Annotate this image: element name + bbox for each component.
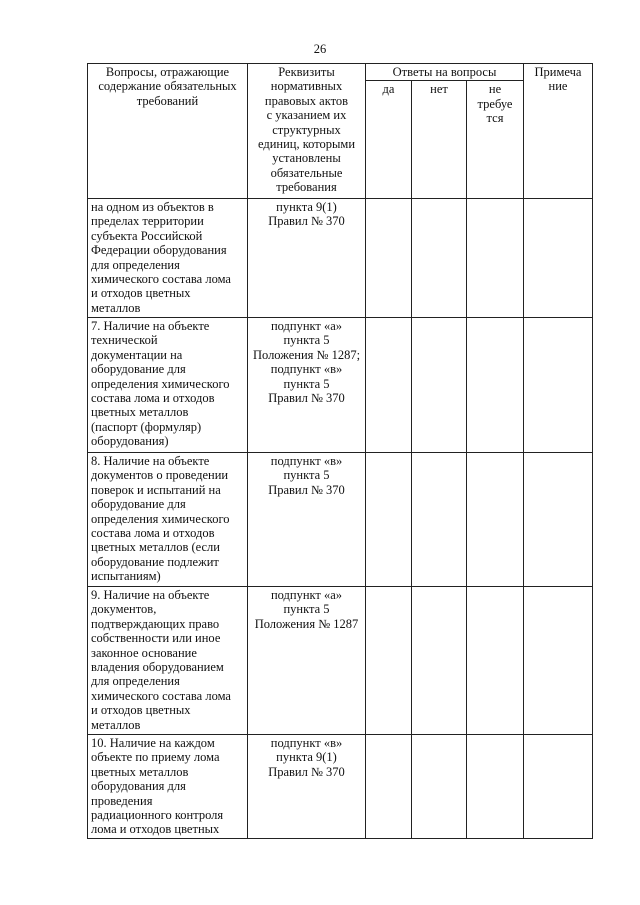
note-cell — [524, 735, 593, 839]
requisites-line: Правил № 370 — [268, 214, 345, 229]
header-requisites-line: установлены — [272, 151, 341, 166]
header-requisites-line: требования — [276, 180, 337, 195]
header-not-required-line: требуе — [477, 96, 513, 111]
requisites-line: Положения № 1287; — [252, 347, 361, 362]
question-line: определения химического — [91, 511, 230, 526]
question-line: лома и отходов цветных — [91, 822, 220, 837]
requisites-line: пункта 9(1) — [276, 750, 337, 765]
answer-not-required-cell — [467, 318, 524, 453]
answer-no-cell — [412, 587, 467, 735]
answer-no-cell — [412, 453, 467, 587]
question-line: на одном из объектов в — [91, 200, 214, 214]
answer-no-cell — [412, 318, 467, 453]
header-note-line: Примеча — [534, 65, 582, 79]
answer-yes-cell — [366, 199, 412, 318]
header-row — [88, 64, 593, 81]
requisites-line: пункта 5 — [283, 602, 330, 617]
requisites-cell — [248, 453, 366, 587]
requisites-line: пункта 9(1) — [276, 200, 337, 214]
question-line: металлов — [91, 300, 141, 315]
header-requisites-line: Реквизиты — [278, 65, 335, 79]
question-line: цветных металлов (если — [91, 540, 220, 555]
question-line: подтверждающих право — [91, 616, 220, 631]
question-line: объекте по приему лома — [91, 750, 220, 765]
header-requisites-line: обязательные — [270, 165, 343, 180]
question-line: радиационного контроля — [91, 808, 224, 823]
requisites-cell — [248, 318, 366, 453]
table-row — [88, 199, 593, 318]
requisites-line: Правил № 370 — [268, 391, 345, 406]
question-cell — [88, 735, 248, 839]
question-line: законное основание — [91, 645, 197, 660]
question-line: оборудование подлежит — [91, 554, 219, 569]
question-line: (паспорт (формуляр) — [91, 419, 202, 434]
requisites-cell — [248, 199, 366, 318]
note-cell — [524, 453, 593, 587]
answer-not-required-cell — [467, 587, 524, 735]
requisites-line: Правил № 370 — [268, 482, 345, 497]
answer-no-cell — [412, 735, 467, 839]
header-no: нет — [412, 81, 467, 199]
header-note — [524, 64, 593, 199]
header-not-required-line: тся — [486, 111, 504, 126]
question-line: оборудования для — [91, 779, 186, 794]
question-line: документов о проведении — [91, 468, 229, 483]
question-line: 9. Наличие на объекте — [91, 588, 210, 602]
header-requisites — [248, 64, 366, 199]
header-not-required — [467, 81, 524, 199]
question-cell — [88, 587, 248, 735]
answer-yes-cell — [366, 735, 412, 839]
question-line: документации на — [91, 347, 183, 362]
question-cell — [88, 318, 248, 453]
note-cell — [524, 318, 593, 453]
question-line: оборудования) — [91, 434, 169, 449]
requirements-table — [87, 63, 593, 839]
question-line: и отходов цветных — [91, 286, 191, 301]
header-requisites-line: единиц, которыми — [257, 137, 356, 152]
question-line: 8. Наличие на объекте — [91, 454, 210, 468]
page-number: 26 — [313, 42, 327, 56]
question-cell — [88, 199, 248, 318]
table-row — [88, 735, 593, 839]
answer-not-required-cell — [467, 453, 524, 587]
header-answers: Ответы на вопросы — [366, 64, 524, 81]
header-requisites-line: структурных — [272, 122, 341, 137]
question-line: определения химического — [91, 376, 230, 391]
question-line: поверок и испытаний на — [91, 482, 221, 497]
question-line: и отходов цветных — [91, 703, 191, 718]
requisites-cell — [248, 735, 366, 839]
answer-yes-cell — [366, 587, 412, 735]
requisites-line: пункта 5 — [283, 376, 330, 391]
question-line: испытаниям) — [91, 569, 161, 584]
question-line: химического состава лома — [91, 688, 231, 703]
question-line: документов, — [91, 602, 157, 617]
question-line: владения оборудованием — [91, 660, 224, 675]
table-row — [88, 318, 593, 453]
question-line: субъекта Российской — [91, 228, 203, 243]
header-questions-line: Вопросы, отражающие — [105, 65, 230, 79]
answer-not-required-cell — [467, 199, 524, 318]
requisites-line: Правил № 370 — [268, 764, 345, 779]
requisites-line: подпункт «а» — [270, 588, 343, 602]
answer-no-cell — [412, 199, 467, 318]
header-not-required-line: не — [488, 82, 502, 97]
question-line: технической — [91, 333, 158, 348]
header-questions-line: требований — [136, 93, 199, 108]
requisites-line: подпункт «в» — [270, 736, 343, 750]
question-line: пределах территории — [91, 214, 204, 229]
question-line: 10. Наличие на каждом — [91, 736, 215, 750]
question-line: для определения — [91, 674, 180, 689]
question-line: Федерации оборудования — [91, 243, 227, 258]
requisites-line: подпункт «в» — [270, 454, 343, 468]
answer-not-required-cell — [467, 735, 524, 839]
question-line: металлов — [91, 717, 141, 732]
requisites-line: Положения № 1287 — [254, 616, 359, 631]
question-line: цветных металлов — [91, 405, 189, 420]
header-requisites-line: с указанием их — [266, 108, 347, 123]
question-line: проведения — [91, 793, 153, 808]
question-line: состава лома и отходов — [91, 526, 215, 541]
question-line: собственности или иное — [91, 631, 221, 646]
question-line: 7. Наличие на объекте — [91, 319, 210, 333]
question-line: химического состава лома — [91, 272, 231, 287]
question-cell — [88, 453, 248, 587]
answer-yes-cell — [366, 453, 412, 587]
question-line: состава лома и отходов — [91, 391, 215, 406]
header-yes: да — [366, 81, 412, 199]
question-line: для определения — [91, 257, 180, 272]
header-questions-line: содержание обязательных — [98, 79, 237, 94]
table-row — [88, 587, 593, 735]
header-requisites-line: нормативных — [270, 79, 343, 94]
header-note-line: ние — [548, 79, 568, 94]
question-line: оборудование для — [91, 362, 186, 377]
question-line: цветных металлов — [91, 764, 189, 779]
note-cell — [524, 587, 593, 735]
requisites-line: пункта 5 — [283, 333, 330, 348]
requisites-line: подпункт «а» — [270, 319, 343, 333]
answer-yes-cell — [366, 318, 412, 453]
note-cell — [524, 199, 593, 318]
table-row — [88, 453, 593, 587]
header-questions — [88, 64, 248, 199]
header-requisites-line: правовых актов — [264, 93, 349, 108]
requisites-cell — [248, 587, 366, 735]
requisites-line: подпункт «в» — [270, 362, 343, 377]
requisites-line: пункта 5 — [283, 468, 330, 483]
question-line: оборудование для — [91, 497, 186, 512]
